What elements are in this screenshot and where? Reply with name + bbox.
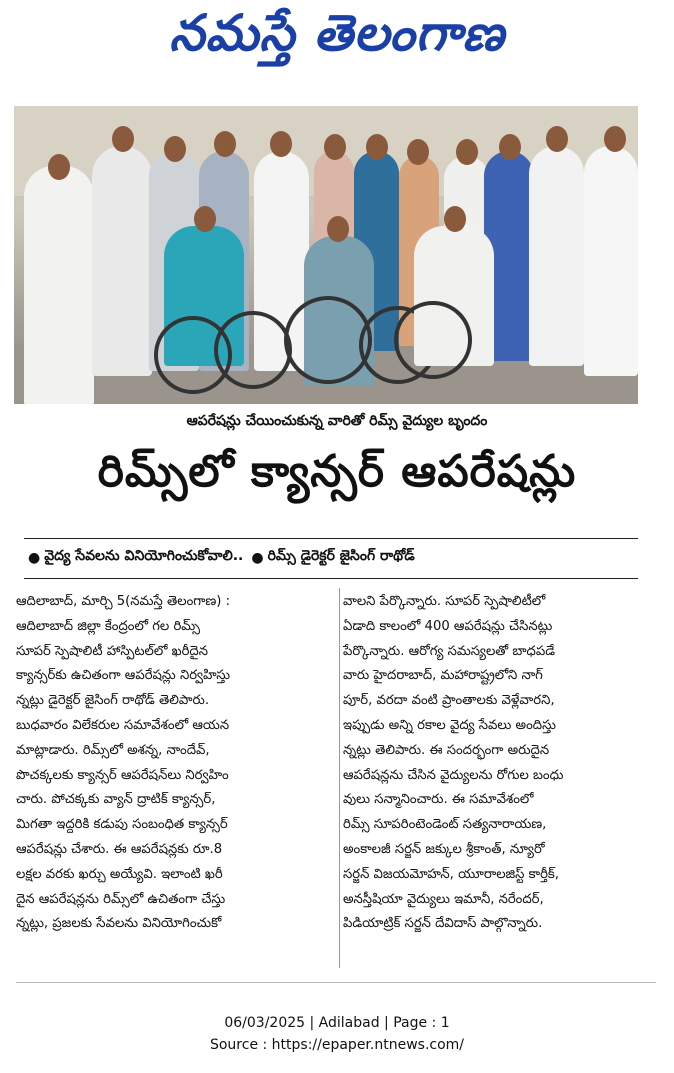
subdeck-item [28, 548, 243, 567]
subdeck-text: వైద్య సేవలను వినియోగించుకోవాలి.. [44, 548, 244, 564]
body-line: రిమ్స్‌ సూపరింటెండెంట్‌ సత్యనారాయణ, [343, 817, 547, 833]
body-line: ఆదిలాబాద్‌, మార్చి 5(నమస్తే తెలంగాణ) : [16, 594, 231, 609]
person-head [546, 126, 568, 152]
edition-info: 06/03/2025 | Adilabad | Page : 1 [224, 1015, 450, 1031]
body-line: న్నట్లు డైరెక్టర్‌ జైసింగ్‌ రాథోడ్‌ తెలిపారు. [16, 693, 210, 709]
body-line: వులు సన్మానించారు. ఈ సమావేశంలో [343, 792, 534, 808]
body-line: ఏడాది కాలంలో 400 ఆపరేషన్లు చేసినట్లు [343, 618, 553, 634]
footer-rule [16, 982, 656, 983]
person-head [48, 154, 70, 180]
body-line: పొచక్కలకు క్యాన్సర్‌ ఆపరేషన్‌లు నిర్వహిం [16, 767, 229, 783]
body-line: న్నట్లు, ప్రజలకు సేవలను వినియోగించుకో [16, 916, 222, 932]
body-column-right [343, 590, 656, 970]
body-line: పూర్‌, వరదా వంటి ప్రాంతాలకు వెళ్లేవారని, [343, 693, 555, 709]
body-line: అనస్తీషియా వైద్యులు ఇమానీ, నరేందర్‌, [343, 891, 544, 907]
person-figure [584, 146, 638, 376]
body-line: మిగతా ఇద్దరికి కడుపు సంబంధిత క్యాన్సర్‌ [16, 817, 228, 833]
body-line: పిడియాట్రిక్‌ సర్జన్‌ దేవిదాస్‌ పాల్గొన్నారు. [343, 916, 543, 932]
body-line: మాట్లాడారు. రిమ్స్‌లో అశన్న, నాందేవ్‌, [16, 742, 210, 758]
body-line: బుధవారం విలేకరుల సమావేశంలో ఆయన [16, 717, 230, 733]
person-head [499, 134, 521, 160]
bullet-icon: ● [251, 549, 264, 566]
subdeck-text: రిమ్స్‌ డైరెక్టర్‌ జైసింగ్‌ రాథోడ్‌ [267, 548, 415, 564]
newspaper-logo: నమస్తే తెలంగాణ [169, 3, 505, 62]
article-body [16, 590, 656, 970]
subdeck [28, 548, 648, 567]
person-head [270, 131, 292, 157]
patient-head [194, 206, 216, 232]
body-line: చారు. పోచక్కకు వ్యాన్‌ ద్రాటిక్‌ క్యాన్సర్‌, [16, 792, 216, 808]
person-head [407, 139, 429, 165]
body-line: ఆపరేషన్లు చేశారు. ఈ ఆపరేషన్లకు రూ.8 [16, 841, 223, 857]
body-line: ఆపరేషన్లను చేసిన వైద్యులను రోగుల బంధు [343, 767, 564, 783]
person-figure [92, 146, 152, 376]
article-headline: రిమ్స్‌లో క్యాన్సర్‌ ఆపరేషన్లు [97, 446, 577, 497]
subdeck-rule [24, 578, 638, 579]
person-figure [24, 166, 94, 404]
body-line: లక్షల వరకు ఖర్చు అయ్యేవి. ఇలాంటి ఖరీ [16, 866, 223, 882]
masthead [0, 0, 674, 78]
person-head [456, 139, 478, 165]
person-head [604, 126, 626, 152]
body-line: అంకాలజీ సర్జన్‌ జక్కుల శ్రీకాంత్‌, న్యూరో [343, 841, 545, 857]
body-line: ఆదిలాబాద్‌ జిల్లా కేంద్రంలో గల రిమ్స్‌ [16, 618, 201, 634]
subdeck-item [251, 548, 414, 567]
body-line: క్యాన్సర్‌కు ఉచితంగా ఆపరేషన్లు నిర్వహిస్తు [16, 668, 231, 684]
person-figure [529, 146, 584, 366]
body-line: పేర్కొన్నారు. ఆరోగ్య సమస్యలతో బాధపడే [343, 643, 555, 659]
body-column-left [16, 590, 329, 970]
body-line: దైన ఆపరేషన్లను రిమ్స్‌లో ఉచితంగా చేస్తు [16, 891, 226, 907]
person-head [214, 131, 236, 157]
photo-caption: ఆపరేషన్లు చేయించుకున్న వారితో రిమ్స్‌ వైద్యుల బృందం [186, 413, 488, 429]
body-line: సూపర్‌ స్పెషాలిటీ హాస్పిటల్‌లో ఖరీదైన [16, 643, 209, 659]
source-link[interactable]: Source : https://epaper.ntnews.com/ [209, 1037, 465, 1053]
person-head [324, 134, 346, 160]
patient-head [327, 216, 349, 242]
wheelchair-wheel [394, 301, 472, 379]
person-head [164, 136, 186, 162]
body-line: ఇప్పుడు అన్ని రకాల వైద్య సేవలు అందిస్తు [343, 717, 556, 733]
body-line: వాలని పేర్కొన్నారు. సూపర్‌ స్పెషాలిటీలో [343, 594, 546, 609]
body-line: వారు హైదరాబాద్‌, మహారాష్ట్రలోని నాగ్‌ [343, 668, 543, 684]
person-head [112, 126, 134, 152]
wheelchair-wheel [214, 311, 292, 389]
bullet-icon: ● [28, 549, 41, 566]
patient-head [444, 206, 466, 232]
headline-rule [24, 538, 638, 539]
body-line: సర్జన్‌ విజయమోహన్‌, యూరాలజిస్ట్‌ కార్తీక్‌, [343, 866, 559, 882]
footer [0, 1012, 674, 1056]
news-photo [14, 106, 638, 404]
body-line: న్నట్లు తెలిపారు. ఈ సందర్భంగా అరుదైన [343, 742, 550, 758]
person-head [366, 134, 388, 160]
